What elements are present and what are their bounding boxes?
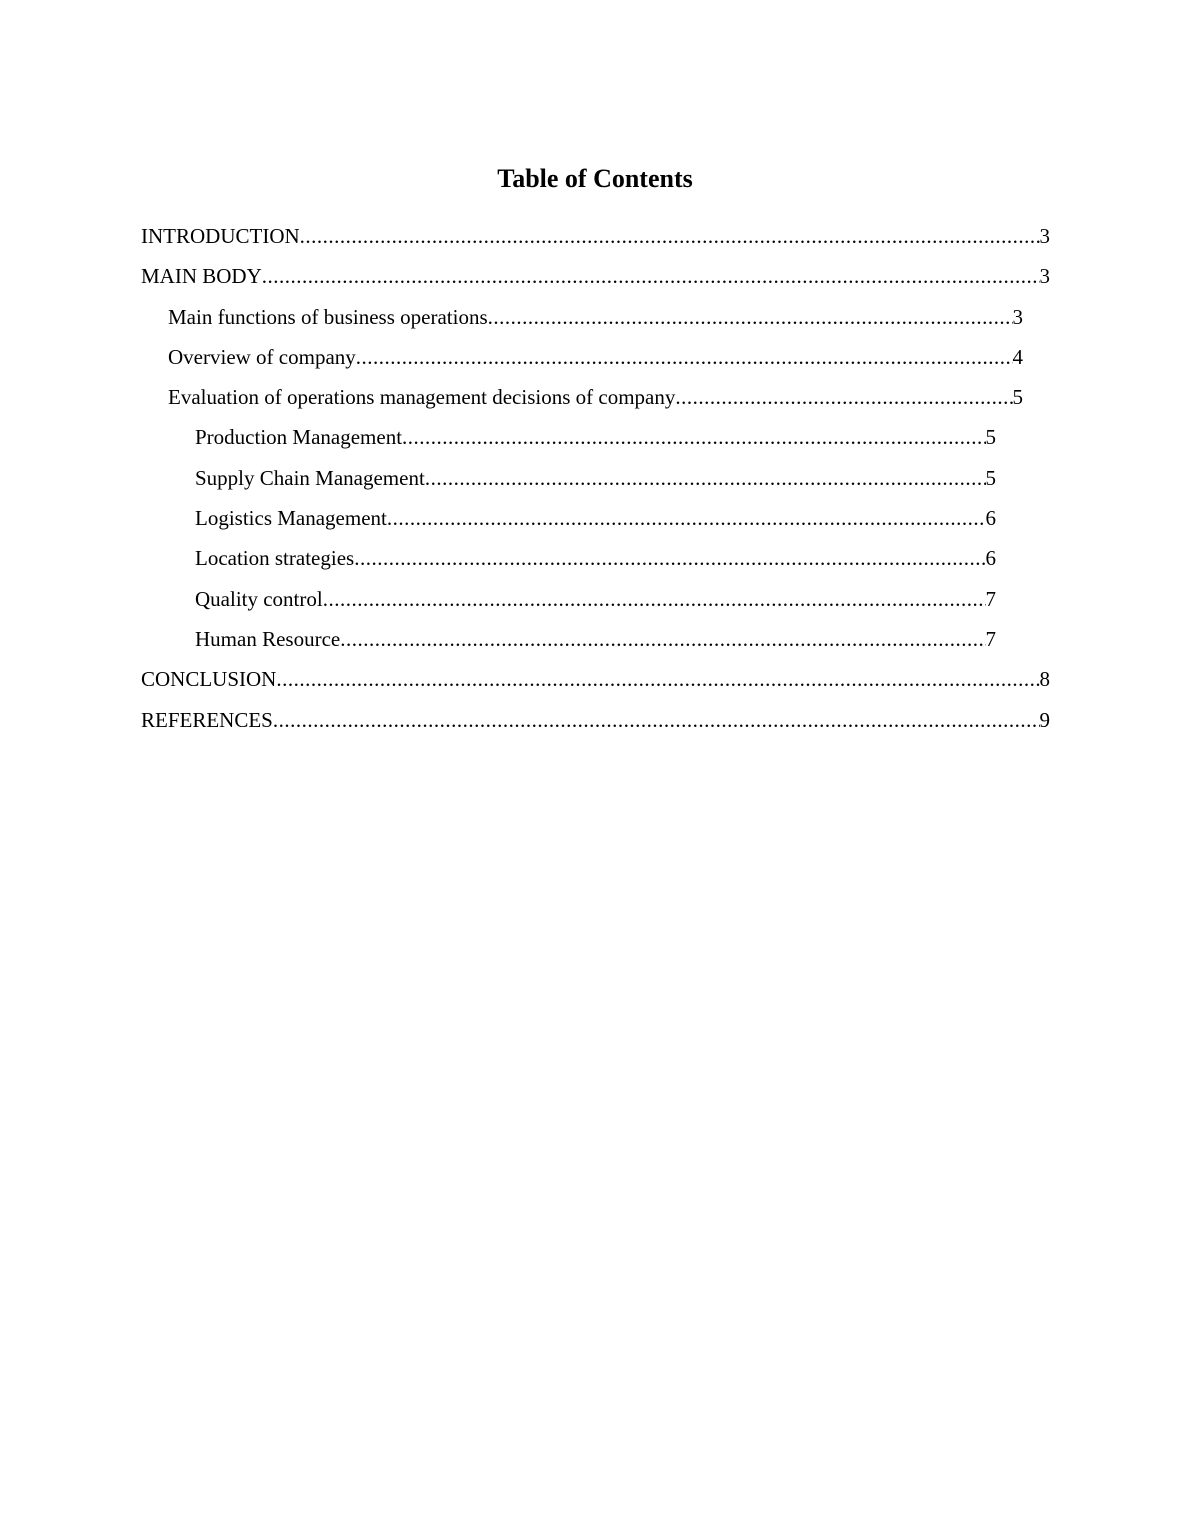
toc-entry-location[interactable] (0, 543, 996, 583)
toc-entry-main-functions[interactable] (0, 302, 1023, 342)
dot-leader (276, 664, 1039, 694)
toc-entry-label: Production Management (195, 425, 403, 450)
toc-entry-page: 8 (1039, 667, 1050, 692)
dot-leader (387, 503, 986, 533)
toc-entry-quality[interactable] (0, 584, 996, 624)
toc-entry-logistics[interactable] (0, 503, 996, 543)
toc-entry-page: 5 (985, 425, 996, 450)
dot-leader (425, 463, 986, 493)
toc-entry-label: Main functions of business operations (168, 304, 488, 329)
toc-entry-supply-chain[interactable] (0, 463, 996, 503)
toc-entry-page: 6 (985, 546, 996, 571)
toc-entry-label: Location strategies (195, 546, 355, 571)
toc-entry-production[interactable] (0, 422, 996, 462)
toc-entry-label: Human Resource (195, 626, 341, 651)
dot-leader (402, 422, 985, 452)
toc-entry-label: Overview of company (168, 344, 356, 369)
dot-leader (340, 624, 985, 654)
dot-leader (273, 705, 1040, 735)
toc-entry-conclusion[interactable] (0, 664, 1050, 704)
toc-entry-page: 5 (1012, 385, 1023, 410)
toc-entry-page: 5 (985, 465, 996, 490)
toc-entry-label: Supply Chain Management (195, 465, 425, 490)
toc-entry-label: Evaluation of operations management decisions of company (168, 385, 676, 410)
toc-entry-label: CONCLUSION (141, 667, 277, 692)
toc-title: Table of Contents (497, 164, 693, 193)
toc-entry-human-resource[interactable] (0, 624, 996, 664)
toc-entry-evaluation[interactable] (0, 382, 1023, 422)
dot-leader (488, 302, 1013, 332)
toc-entry-page: 3 (1039, 224, 1050, 248)
toc-entry-page: 3 (1012, 304, 1023, 329)
dot-leader (300, 221, 1040, 251)
dot-leader (675, 382, 1012, 412)
toc-list (0, 221, 1190, 745)
toc-entry-references[interactable] (0, 705, 1050, 745)
toc-entry-label: REFERENCES (141, 707, 273, 732)
toc-entry-label: Quality control (195, 586, 323, 611)
dot-leader (356, 342, 1013, 372)
toc-entry-label: MAIN BODY (141, 264, 262, 289)
toc-entry-page: 3 (1039, 264, 1050, 289)
toc-entry-page: 6 (985, 506, 996, 531)
toc-entry-introduction[interactable] (0, 221, 1050, 261)
dot-leader (354, 543, 985, 573)
toc-entry-overview[interactable] (0, 342, 1023, 382)
toc-entry-page: 7 (985, 626, 996, 651)
toc-entry-main-body[interactable] (0, 261, 1050, 301)
toc-entry-label: INTRODUCTION (141, 224, 300, 248)
toc-entry-page: 7 (985, 586, 996, 611)
dot-leader (262, 261, 1040, 291)
toc-entry-page: 4 (1012, 344, 1023, 369)
dot-leader (323, 584, 986, 614)
toc-entry-label: Logistics Management (195, 506, 387, 531)
toc-entry-page: 9 (1039, 707, 1050, 732)
